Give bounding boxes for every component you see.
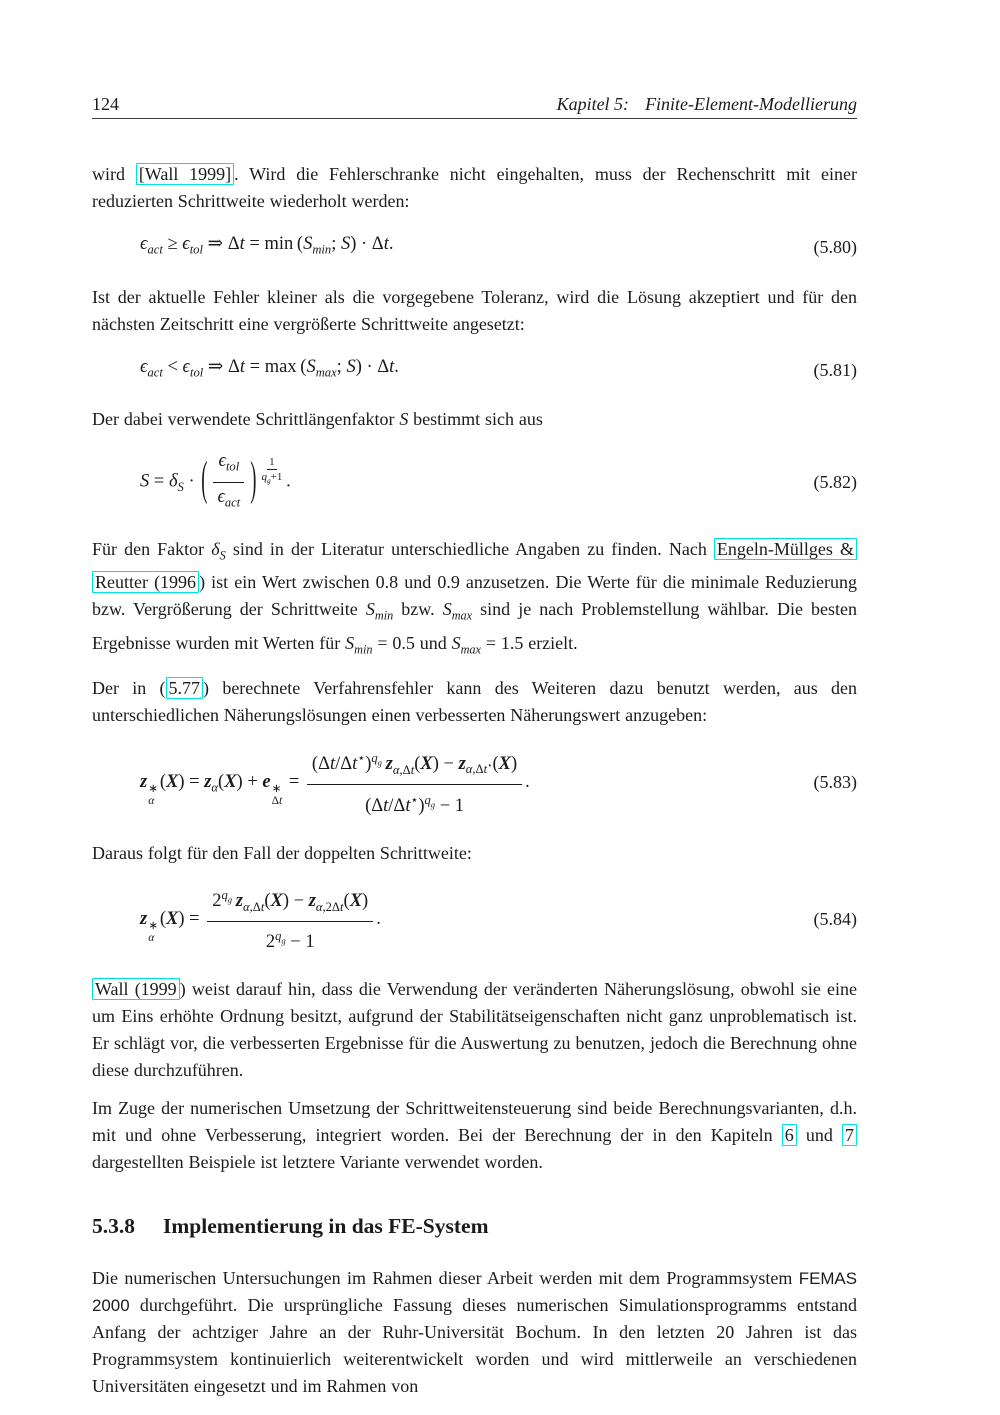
running-title xyxy=(557,94,857,115)
equation-number: (5.84) xyxy=(813,908,857,929)
equation-number: (5.82) xyxy=(813,472,857,493)
equation-5-84 xyxy=(92,883,857,956)
running-title-text: Finite-Element-Modellierung xyxy=(645,94,857,114)
equation-5-82 xyxy=(92,449,857,515)
equation-body: $S = \delta_S$ · ( $\frac{\epsilon_{tol}}{\epsilon_{act}}$ ) $\frac{1}{q_g+1}$ . xyxy=(140,451,291,510)
equation-body: z ∗ α $(X) = z_\alpha(X) + e$ ∗ Δt = $\frac{(\Delta t/\Delta t^⋆)^{q_g} z_{\alpha,\Delta t}(X) - z_{\alpha,\Delta t^⋆}(X)}{(\Delta t/\Delta t^⋆)^{q_g} - 1}$ . xyxy=(140,745,530,820)
equation-body: $\epsilon_{act} \ge \epsilon_{tol}$ ⇒ $\Delta t = \min (S_{min}$; S) · Δt. xyxy=(140,234,394,257)
section-number: 5.3.8 xyxy=(92,1213,135,1238)
paragraph-step-rejection: wird [Wall 1999] . Wird die Fehlerschranke nicht eingehalten, muss der Rechenschritt mit einer reduzierten Schrittweite wiederholt werden: xyxy=(92,164,858,211)
chapter-ref-7[interactable]: 7 xyxy=(842,1124,857,1146)
equation-5-83 xyxy=(92,745,857,820)
section-title: Implementierung in das FE-System xyxy=(163,1213,489,1238)
chapter-ref-6[interactable]: 6 xyxy=(782,1124,797,1146)
equation-5-81 xyxy=(92,354,857,387)
equation-ref-5-77[interactable]: 5.77 xyxy=(166,677,204,699)
running-title-chapter: Kapitel 5: xyxy=(556,94,630,114)
paragraph-implementation-variants: Im Zuge der numerischen Umsetzung der Schrittweitensteuerung sind beide Berechnungsvarianten, d.h. mit und ohne Verbesserung, integriert worden. Bei der Berechnung der in den Kapiteln 6 und 7 dargestellten Beispiele ist letztere Variante verwendet worden. xyxy=(92,1097,857,1172)
equation-body: z ∗ α (X) = $\frac{2^{q_g} z_{\alpha,\Delta t}(X) - z_{\alpha,2\Delta t}(X)}{2^{q_g} - 1}$ . xyxy=(140,883,381,956)
document-page xyxy=(92,0,857,1400)
paragraph-step-factor: Der dabei verwendete Schrittlängenfaktor S bestimmt sich aus xyxy=(92,409,543,430)
equation-number: (5.83) xyxy=(813,771,857,792)
page-number: 124 xyxy=(92,94,119,114)
section-heading xyxy=(92,1214,857,1240)
paragraph-wall-remark: Wall (1999 ) weist darauf hin, dass die Verwendung der veränderten Näherungslösung, obwohl sie eine um Eins erhöhte Ordnung besitzt, aufgrund der Stabilitätseigenschaften nicht ganz unproblematisch ist. Er schlägt vor, die verbesserten Ergebnisse für die Auswertung zu benutzen, jedoch die Berechnung ohne diese durchzuführen. xyxy=(92,978,857,1080)
citation-wall-1999[interactable]: [Wall 1999] xyxy=(136,163,234,185)
equation-number: (5.80) xyxy=(813,236,857,257)
paragraph-femas-system: Die numerischen Untersuchungen im Rahmen dieser Arbeit werden mit dem Programmsystem FEMAS 2000 durchgeführt. Die ursprüngliche Fassung dieses numerischen Simulationsprogramms entstand Anfang der achtziger Jahre an der Ruhr-Universität Bochum. In den letzten 20 Jahren ist das Programmsystem kontinuierlich weiterentwickelt worden und wird mittlerweile an verschiedenen Universitäten eingesetzt und im Rahmen von xyxy=(92,1268,857,1397)
paragraph-step-acceptance: Ist der aktuelle Fehler kleiner als die vorgegebene Toleranz, wird die Lösung akzeptiert und für den nächsten Zeitschritt eine vergrößerte Schrittweite angesetzt: xyxy=(92,286,857,334)
citation-wall-1999-textual[interactable]: Wall (1999 xyxy=(92,978,180,1000)
paragraph-double-stepsize: Daraus folgt für den Fall der doppelten Schrittweite: xyxy=(92,842,472,863)
citation-engeln-muellges-reutter-1996[interactable]: Engeln-Müllges & Reutter (1996 xyxy=(92,538,857,594)
equation-number: (5.81) xyxy=(813,359,857,380)
equation-body: $\epsilon_{act} < \epsilon_{tol}$ ⇒ $\Delta t = \max (S_{max}$; S) · Δt. xyxy=(140,356,399,380)
page-header xyxy=(92,94,857,119)
paragraph-improved-approximation: Der in ( 5.77 ) berechnete Verfahrensfehler kann des Weiteren dazu benutzt werden, aus den unterschiedlichen Näherungslösungen einen verbesserten Näherungswert anzugeben: xyxy=(92,677,857,725)
paragraph-delta-factor: Für den Faktor $\delta_S$ sind in der Literatur unterschiedliche Angaben zu finden. Nach Engeln-Müllges & Reutter (1996 ) ist ein Wert zwischen 0.8 und 0.9 anzusetzen. Die Werte für die minimale Reduzierung bzw. Vergrößerung der Schrittweite $S_{min}$ bzw. $S_{max}$ sind je nach Problemstellung wählbar. Die besten Ergebnisse wurden mit Werten für $S_{min} = 0.5$ und $S_{max} = 1.5$ erzielt. xyxy=(92,538,857,657)
equation-5-80 xyxy=(92,231,857,264)
